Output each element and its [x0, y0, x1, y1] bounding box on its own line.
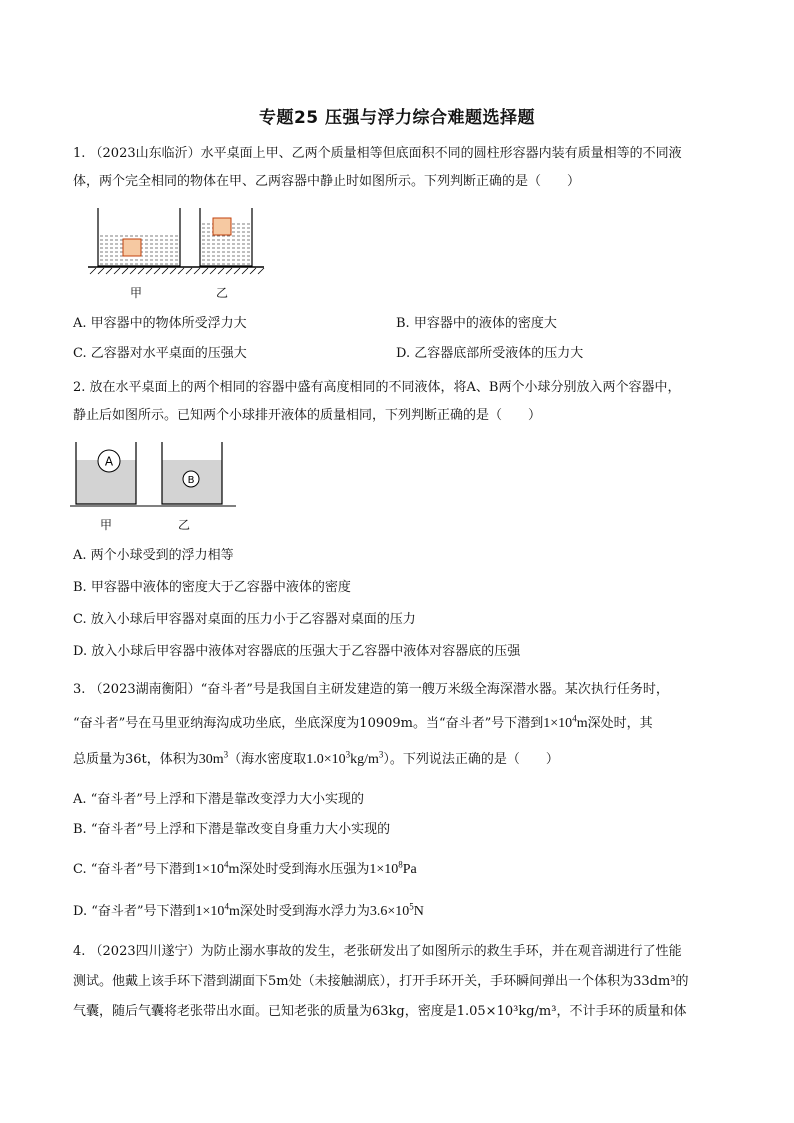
q3-depth-exp: 4 [572, 713, 577, 724]
q3-density-unit-exp: 3 [378, 749, 384, 760]
q4-stem-line1: 4. （2023四川遂宁）为防止溺水事故的发生，老张研发出了如图所示的救生手环，并在观音湖进行了性能 [73, 944, 682, 959]
q2-ball-b-label: B [187, 475, 195, 486]
q2-option-b[interactable]: B. 甲容器中液体的密度大于乙容器中液体的密度 [73, 580, 351, 595]
q1-option-d[interactable]: D. 乙容器底部所受液体的压力大 [396, 346, 584, 361]
q3-pressure-exp: 8 [398, 859, 403, 870]
q3-opt-c-depth-coef: 1×10 [195, 862, 224, 877]
q3-depth-coef: 1×10 [543, 716, 573, 731]
q3-opt-c-mid: 深处时受到海水压强为 [239, 862, 370, 877]
q3-opt-d-mid: 深处时受到海水浮力为 [239, 904, 370, 919]
q3-buoyancy-unit: N [413, 904, 424, 919]
q3-buoyancy-exp: 5 [409, 901, 414, 912]
q4-stem-line3: 气囊，随后气囊将老张带出水面。已知老张的质量为63kg，密度是1.05×10³kg/m³，不计手环的质量和体 [73, 1004, 687, 1019]
q3-line3-pre: 总质量为36t，体积为 [73, 752, 199, 767]
q3-opt-c-depth-exp: 4 [223, 859, 229, 870]
q3-opt-d-depth [195, 901, 240, 919]
q3-opt-c-depth [195, 859, 240, 877]
q3-volume: 30m [198, 752, 224, 767]
q2-label-yi: 乙 [178, 518, 191, 532]
q3-opt-d-depth-coef: 1×10 [195, 904, 225, 919]
q1-label-yi: 乙 [216, 286, 229, 300]
q1-label-jia: 甲 [130, 286, 143, 300]
q3-opt-c-pressure [369, 859, 417, 877]
q3-density-unit: kg/m [350, 752, 379, 767]
q3-option-b[interactable]: B. “奋斗者”号上浮和下潜是靠改变自身重力大小实现的 [73, 822, 391, 837]
q2-option-c[interactable]: C. 放入小球后甲容器对桌面的压力小于乙容器对桌面的压力 [73, 612, 416, 627]
q1-option-c[interactable]: C. 乙容器对水平桌面的压强大 [73, 346, 247, 361]
q1-figure [86, 206, 266, 276]
q3-opt-d-depth-unit: m [228, 904, 240, 919]
q3-pressure-unit: Pa [402, 862, 417, 877]
q3-volume-value [198, 749, 229, 767]
q3-density-value [306, 749, 384, 767]
q1-block-jia [123, 239, 141, 256]
q3-density: 1.0×10 [306, 752, 346, 767]
q3-option-c[interactable] [73, 860, 417, 880]
q1-option-a[interactable]: A. 甲容器中的物体所受浮力大 [73, 316, 247, 331]
q3-line3-mid: （海水密度取 [228, 752, 307, 767]
q2-figure [70, 440, 240, 510]
q3-option-a[interactable]: A. “奋斗者”号上浮和下潜是靠改变浮力大小实现的 [73, 792, 364, 807]
q2-label-jia: 甲 [100, 518, 113, 532]
q3-option-d[interactable] [73, 902, 424, 922]
q2-option-a[interactable]: A. 两个小球受到的浮力相等 [73, 548, 234, 563]
q4-stem-line2: 测试。他戴上该手环下潜到湖面下5m处（未接触湖底），打开手环开关，手环瞬间弹出一个体积为33dm³的 [73, 974, 689, 989]
q3-opt-c-pre: C. “奋斗者”号下潜到 [73, 862, 196, 877]
q3-stem-line1: 3. （2023湖南衡阳）“奋斗者”号是我国自主研发建造的第一艘万米级全海深潜水器。某次执行任务时， [73, 682, 669, 697]
q1-option-b[interactable]: B. 甲容器中的液体的密度大 [396, 316, 557, 331]
q2-stem-line2: 静止后如图所示。已知两个小球排开液体的质量相同，下列判断正确的是（ ） [73, 408, 542, 423]
q1-table-hatching [90, 268, 264, 274]
q3-stem-line2 [73, 714, 733, 734]
q3-depth-unit: m [576, 716, 588, 731]
q3-stem-line3 [73, 750, 733, 770]
q3-opt-d-pre: D. “奋斗者”号下潜到 [73, 904, 196, 919]
q3-opt-d-depth-exp: 4 [224, 901, 229, 912]
q3-density-exp: 3 [345, 749, 351, 760]
q3-line3-post: ）。下列说法正确的是（ ） [383, 752, 559, 767]
q3-line2-post: 深处时，其 [587, 716, 653, 731]
page-title: 专题25 压强与浮力综合难题选择题 [258, 108, 536, 128]
q3-opt-d-buoyancy [369, 901, 424, 919]
q3-volume-exp: 3 [223, 749, 229, 760]
q3-depth-value [543, 713, 588, 731]
q1-stem-line2: 体，两个完全相同的物体在甲、乙两容器中静止时如图所示。下列判断正确的是（ ） [73, 174, 581, 189]
q1-block-yi [213, 218, 231, 235]
q1-stem-line1: 1. （2023山东临沂）水平桌面上甲、乙两个质量相等但底面积不同的圆柱形容器内装有质量相等的不同液 [73, 146, 682, 161]
q3-pressure: 1×10 [369, 862, 399, 877]
q3-line2-pre: “奋斗者”号在马里亚纳海沟成功坐底，坐底深度为10909m。当“奋斗者”号下潜到 [73, 716, 544, 731]
q2-option-d[interactable]: D. 放入小球后甲容器中液体对容器底的压强大于乙容器中液体对容器底的压强 [73, 644, 521, 659]
q2-stem-line1: 2. 放在水平桌面上的两个相同的容器中盛有高度相同的不同液体，将A、B两个小球分别放入两个容器中， [73, 380, 681, 395]
q3-opt-c-depth-unit: m [228, 862, 240, 877]
q3-buoyancy: 3.6×10 [369, 904, 410, 919]
q2-ball-a-label: A [104, 454, 114, 469]
